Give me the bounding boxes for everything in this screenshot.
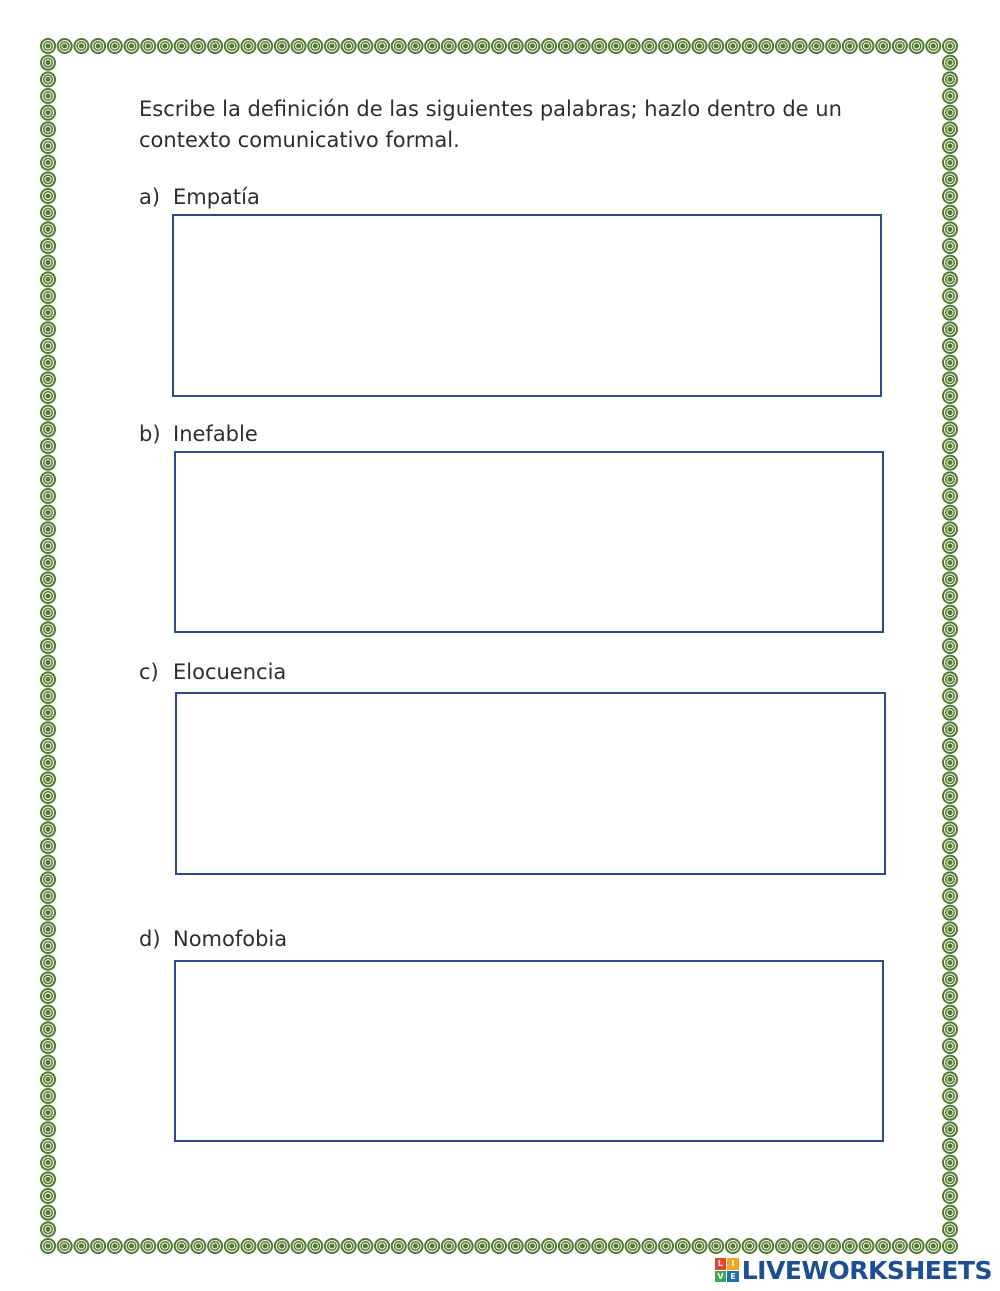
spiral-dot-icon <box>942 1221 958 1237</box>
spiral-dot-icon <box>224 38 240 54</box>
spiral-dot-icon <box>474 1238 490 1254</box>
spiral-dot-icon <box>625 38 641 54</box>
question-d-word: Nomofobia <box>173 927 288 951</box>
spiral-dot-icon <box>73 38 89 54</box>
spiral-dot-icon <box>675 1238 691 1254</box>
spiral-dot-icon <box>40 538 56 554</box>
spiral-dot-icon <box>541 38 557 54</box>
spiral-dot-icon <box>942 88 958 104</box>
spiral-dot-icon <box>725 1238 741 1254</box>
spiral-dot-icon <box>942 1005 958 1021</box>
spiral-dot-icon <box>942 838 958 854</box>
spiral-dot-icon <box>942 688 958 704</box>
spiral-dot-icon <box>942 221 958 237</box>
spiral-dot-icon <box>207 1238 223 1254</box>
spiral-dot-icon <box>942 755 958 771</box>
spiral-dot-icon <box>558 1238 574 1254</box>
spiral-dot-icon <box>942 538 958 554</box>
spiral-dot-icon <box>758 1238 774 1254</box>
spiral-dot-icon <box>625 1238 641 1254</box>
spiral-dot-icon <box>892 38 908 54</box>
question-b-word: Inefable <box>173 422 258 446</box>
spiral-dot-icon <box>942 388 958 404</box>
spiral-dot-icon <box>374 1238 390 1254</box>
spiral-dot-icon <box>725 38 741 54</box>
answer-input-b[interactable] <box>176 453 882 631</box>
spiral-dot-icon <box>858 1238 874 1254</box>
spiral-dot-icon <box>942 1171 958 1187</box>
spiral-dot-icon <box>424 38 440 54</box>
spiral-dot-icon <box>441 38 457 54</box>
spiral-dot-icon <box>357 38 373 54</box>
spiral-dot-icon <box>942 488 958 504</box>
spiral-dot-icon <box>40 38 56 54</box>
spiral-dot-icon <box>825 38 841 54</box>
spiral-dot-icon <box>40 771 56 787</box>
spiral-dot-icon <box>341 38 357 54</box>
spiral-dot-icon <box>942 1021 958 1037</box>
spiral-dot-icon <box>107 1238 123 1254</box>
spiral-dot-icon <box>825 1238 841 1254</box>
spiral-dot-icon <box>40 1021 56 1037</box>
spiral-dot-icon <box>40 621 56 637</box>
spiral-dot-icon <box>40 221 56 237</box>
spiral-dot-icon <box>942 871 958 887</box>
question-a-letter: a) <box>139 185 161 209</box>
spiral-dot-icon <box>591 38 607 54</box>
spiral-dot-icon <box>224 1238 240 1254</box>
spiral-dot-icon <box>324 38 340 54</box>
spiral-dot-icon <box>40 55 56 71</box>
spiral-dot-icon <box>40 471 56 487</box>
spiral-dot-icon <box>257 38 273 54</box>
spiral-dot-icon <box>73 1238 89 1254</box>
question-c-letter: c) <box>139 660 159 684</box>
spiral-dot-icon <box>40 155 56 171</box>
spiral-dot-icon <box>658 38 674 54</box>
spiral-dot-icon <box>240 1238 256 1254</box>
spiral-dot-icon <box>708 1238 724 1254</box>
spiral-dot-icon <box>942 188 958 204</box>
spiral-dot-icon <box>875 38 891 54</box>
spiral-dot-icon <box>742 38 758 54</box>
spiral-dot-icon <box>274 1238 290 1254</box>
spiral-dot-icon <box>524 38 540 54</box>
spiral-dot-icon <box>942 405 958 421</box>
spiral-dot-icon <box>942 55 958 71</box>
spiral-dot-icon <box>40 821 56 837</box>
spiral-dot-icon <box>40 1055 56 1071</box>
spiral-dot-icon <box>942 1038 958 1054</box>
spiral-dot-icon <box>942 588 958 604</box>
question-d-label <box>139 927 287 951</box>
spiral-dot-icon <box>942 471 958 487</box>
spiral-dot-icon <box>40 955 56 971</box>
spiral-dot-icon <box>40 721 56 737</box>
spiral-dot-icon <box>40 988 56 1004</box>
spiral-dot-icon <box>942 438 958 454</box>
spiral-dot-icon <box>792 1238 808 1254</box>
spiral-dot-icon <box>391 1238 407 1254</box>
question-c-label <box>139 660 286 684</box>
spiral-dot-icon <box>40 238 56 254</box>
spiral-dot-icon <box>942 171 958 187</box>
spiral-dot-icon <box>40 905 56 921</box>
spiral-dot-icon <box>90 38 106 54</box>
spiral-dot-icon <box>942 721 958 737</box>
spiral-dot-icon <box>942 655 958 671</box>
question-a-word: Empatía <box>173 185 260 209</box>
spiral-dot-icon <box>708 38 724 54</box>
spiral-dot-icon <box>942 155 958 171</box>
spiral-dot-icon <box>40 838 56 854</box>
spiral-dot-icon <box>40 1238 56 1254</box>
spiral-dot-icon <box>942 888 958 904</box>
spiral-dot-icon <box>124 38 140 54</box>
spiral-dot-icon <box>140 38 156 54</box>
spiral-dot-icon <box>458 1238 474 1254</box>
spiral-dot-icon <box>942 938 958 954</box>
spiral-dot-icon <box>892 1238 908 1254</box>
spiral-dot-icon <box>40 1005 56 1021</box>
spiral-dot-icon <box>40 505 56 521</box>
spiral-dot-icon <box>40 71 56 87</box>
spiral-dot-icon <box>942 788 958 804</box>
spiral-dot-icon <box>909 38 925 54</box>
spiral-dot-icon <box>508 1238 524 1254</box>
spiral-dot-icon <box>541 1238 557 1254</box>
spiral-dot-icon <box>942 1155 958 1171</box>
spiral-dot-icon <box>40 255 56 271</box>
liveworksheets-logo-icon <box>715 1258 739 1282</box>
spiral-dot-icon <box>942 71 958 87</box>
answer-input-c[interactable] <box>177 694 884 873</box>
spiral-dot-icon <box>40 455 56 471</box>
spiral-dot-icon <box>942 955 958 971</box>
spiral-dot-icon <box>474 38 490 54</box>
spiral-dot-icon <box>909 1238 925 1254</box>
spiral-dot-icon <box>942 1121 958 1137</box>
spiral-dot-icon <box>40 288 56 304</box>
spiral-dot-icon <box>40 338 56 354</box>
spiral-dot-icon <box>641 1238 657 1254</box>
spiral-dot-icon <box>491 38 507 54</box>
spiral-dot-icon <box>324 1238 340 1254</box>
spiral-dot-icon <box>842 38 858 54</box>
spiral-dot-icon <box>591 1238 607 1254</box>
spiral-dot-icon <box>174 1238 190 1254</box>
spiral-dot-icon <box>40 671 56 687</box>
answer-box-c[interactable] <box>175 692 886 875</box>
spiral-dot-icon <box>40 1188 56 1204</box>
spiral-dot-icon <box>942 571 958 587</box>
logo-letter-i: I <box>727 1258 739 1270</box>
spiral-dot-icon <box>875 1238 891 1254</box>
spiral-dot-icon <box>40 1171 56 1187</box>
spiral-dot-icon <box>357 1238 373 1254</box>
spiral-dot-icon <box>291 38 307 54</box>
spiral-dot-icon <box>40 421 56 437</box>
spiral-dot-icon <box>775 38 791 54</box>
spiral-dot-icon <box>40 371 56 387</box>
spiral-dot-icon <box>942 1071 958 1087</box>
spiral-dot-icon <box>374 38 390 54</box>
spiral-dot-icon <box>691 1238 707 1254</box>
spiral-dot-icon <box>190 1238 206 1254</box>
spiral-dot-icon <box>675 38 691 54</box>
spiral-dot-icon <box>491 1238 507 1254</box>
spiral-dot-icon <box>40 105 56 121</box>
answer-input-a[interactable] <box>174 216 880 395</box>
spiral-dot-icon <box>942 1188 958 1204</box>
spiral-dot-icon <box>40 921 56 937</box>
spiral-dot-icon <box>441 1238 457 1254</box>
spiral-dot-icon <box>942 1205 958 1221</box>
spiral-dot-icon <box>942 371 958 387</box>
spiral-dot-icon <box>40 121 56 137</box>
spiral-dot-icon <box>942 355 958 371</box>
spiral-dot-icon <box>808 38 824 54</box>
spiral-dot-icon <box>240 38 256 54</box>
spiral-dot-icon <box>40 1138 56 1154</box>
spiral-dot-icon <box>942 738 958 754</box>
spiral-dot-icon <box>658 1238 674 1254</box>
spiral-dot-icon <box>942 255 958 271</box>
spiral-dot-icon <box>40 1221 56 1237</box>
spiral-dot-icon <box>407 1238 423 1254</box>
liveworksheets-watermark <box>715 1255 992 1285</box>
spiral-dot-icon <box>942 321 958 337</box>
answer-box-b[interactable] <box>174 451 884 633</box>
spiral-dot-icon <box>942 555 958 571</box>
spiral-dot-icon <box>174 38 190 54</box>
spiral-dot-icon <box>40 1155 56 1171</box>
spiral-dot-icon <box>942 671 958 687</box>
spiral-dot-icon <box>942 238 958 254</box>
spiral-dot-icon <box>691 38 707 54</box>
spiral-dot-icon <box>942 921 958 937</box>
question-d-letter: d) <box>139 927 161 951</box>
spiral-dot-icon <box>942 1138 958 1154</box>
spiral-dot-icon <box>40 971 56 987</box>
spiral-dot-icon <box>341 1238 357 1254</box>
spiral-dot-icon <box>575 38 591 54</box>
spiral-dot-icon <box>608 1238 624 1254</box>
spiral-dot-icon <box>40 755 56 771</box>
spiral-dot-icon <box>792 38 808 54</box>
spiral-dot-icon <box>758 38 774 54</box>
spiral-dot-icon <box>942 38 958 54</box>
spiral-dot-icon <box>808 1238 824 1254</box>
spiral-dot-icon <box>40 788 56 804</box>
spiral-dot-icon <box>40 271 56 287</box>
spiral-dot-icon <box>207 38 223 54</box>
spiral-dot-icon <box>858 38 874 54</box>
spiral-dot-icon <box>40 605 56 621</box>
spiral-dot-icon <box>40 638 56 654</box>
spiral-dot-icon <box>157 38 173 54</box>
spiral-dot-icon <box>942 605 958 621</box>
spiral-dot-icon <box>40 938 56 954</box>
spiral-dot-icon <box>40 405 56 421</box>
spiral-dot-icon <box>40 205 56 221</box>
spiral-dot-icon <box>742 1238 758 1254</box>
spiral-dot-icon <box>40 571 56 587</box>
spiral-dot-icon <box>942 1055 958 1071</box>
spiral-dot-icon <box>925 1238 941 1254</box>
spiral-dot-icon <box>458 38 474 54</box>
spiral-dot-icon <box>40 188 56 204</box>
spiral-dot-icon <box>190 38 206 54</box>
spiral-dot-icon <box>508 38 524 54</box>
spiral-dot-icon <box>40 688 56 704</box>
spiral-dot-icon <box>942 1238 958 1254</box>
spiral-dot-icon <box>40 655 56 671</box>
spiral-dot-icon <box>942 1088 958 1104</box>
spiral-dot-icon <box>40 521 56 537</box>
spiral-dot-icon <box>925 38 941 54</box>
spiral-dot-icon <box>424 1238 440 1254</box>
spiral-dot-icon <box>942 338 958 354</box>
spiral-dot-icon <box>942 771 958 787</box>
spiral-dot-icon <box>842 1238 858 1254</box>
question-a-label <box>139 185 260 209</box>
spiral-dot-icon <box>40 1105 56 1121</box>
spiral-dot-icon <box>942 705 958 721</box>
spiral-dot-icon <box>291 1238 307 1254</box>
spiral-dot-icon <box>40 438 56 454</box>
spiral-dot-icon <box>124 1238 140 1254</box>
answer-box-a[interactable] <box>172 214 882 397</box>
logo-letter-v: V <box>715 1271 727 1283</box>
spiral-dot-icon <box>40 305 56 321</box>
spiral-dot-icon <box>40 388 56 404</box>
question-c-word: Elocuencia <box>173 660 287 684</box>
logo-letter-e: E <box>727 1271 739 1283</box>
spiral-dot-icon <box>40 1038 56 1054</box>
spiral-dot-icon <box>40 855 56 871</box>
spiral-dot-icon <box>942 505 958 521</box>
spiral-dot-icon <box>40 138 56 154</box>
spiral-dot-icon <box>942 455 958 471</box>
spiral-dot-icon <box>942 1105 958 1121</box>
spiral-dot-icon <box>608 38 624 54</box>
spiral-dot-icon <box>274 38 290 54</box>
spiral-dot-icon <box>40 1205 56 1221</box>
spiral-dot-icon <box>942 988 958 1004</box>
spiral-dot-icon <box>257 1238 273 1254</box>
spiral-dot-icon <box>107 38 123 54</box>
spiral-dot-icon <box>307 1238 323 1254</box>
spiral-dot-icon <box>40 1088 56 1104</box>
spiral-dot-icon <box>942 121 958 137</box>
spiral-dot-icon <box>40 171 56 187</box>
spiral-dot-icon <box>40 488 56 504</box>
spiral-dot-icon <box>942 805 958 821</box>
spiral-dot-icon <box>157 1238 173 1254</box>
spiral-dot-icon <box>942 205 958 221</box>
spiral-dot-icon <box>40 888 56 904</box>
spiral-dot-icon <box>942 855 958 871</box>
spiral-dot-icon <box>942 105 958 121</box>
spiral-dot-icon <box>942 305 958 321</box>
spiral-dot-icon <box>942 138 958 154</box>
spiral-dot-icon <box>90 1238 106 1254</box>
spiral-dot-icon <box>40 588 56 604</box>
spiral-dot-icon <box>942 971 958 987</box>
spiral-dot-icon <box>307 38 323 54</box>
spiral-dot-icon <box>942 288 958 304</box>
spiral-dot-icon <box>140 1238 156 1254</box>
spiral-dot-icon <box>942 621 958 637</box>
spiral-dot-icon <box>407 38 423 54</box>
spiral-dot-icon <box>942 905 958 921</box>
spiral-dot-icon <box>942 521 958 537</box>
spiral-dot-icon <box>40 355 56 371</box>
spiral-dot-icon <box>558 38 574 54</box>
spiral-dot-icon <box>57 38 73 54</box>
liveworksheets-wordmark: LIVEWORKSHEETS <box>741 1255 992 1285</box>
spiral-dot-icon <box>524 1238 540 1254</box>
spiral-dot-icon <box>40 805 56 821</box>
answer-input-d[interactable] <box>176 962 882 1140</box>
logo-letter-l: L <box>715 1258 727 1270</box>
spiral-dot-icon <box>40 321 56 337</box>
spiral-dot-icon <box>57 1238 73 1254</box>
spiral-dot-icon <box>40 871 56 887</box>
spiral-dot-icon <box>40 738 56 754</box>
question-b-label <box>139 422 258 446</box>
spiral-dot-icon <box>942 271 958 287</box>
spiral-dot-icon <box>942 821 958 837</box>
spiral-dot-icon <box>641 38 657 54</box>
spiral-dot-icon <box>40 88 56 104</box>
spiral-dot-icon <box>40 1071 56 1087</box>
spiral-dot-icon <box>40 555 56 571</box>
spiral-dot-icon <box>391 38 407 54</box>
instructions-text: Escribe la definición de las siguientes palabras; hazlo dentro de un contexto comunicativo formal. <box>139 97 842 152</box>
spiral-dot-icon <box>942 638 958 654</box>
spiral-dot-icon <box>775 1238 791 1254</box>
answer-box-d[interactable] <box>174 960 884 1142</box>
spiral-dot-icon <box>575 1238 591 1254</box>
question-b-letter: b) <box>139 422 161 446</box>
spiral-dot-icon <box>942 421 958 437</box>
spiral-dot-icon <box>40 705 56 721</box>
spiral-dot-icon <box>40 1121 56 1137</box>
